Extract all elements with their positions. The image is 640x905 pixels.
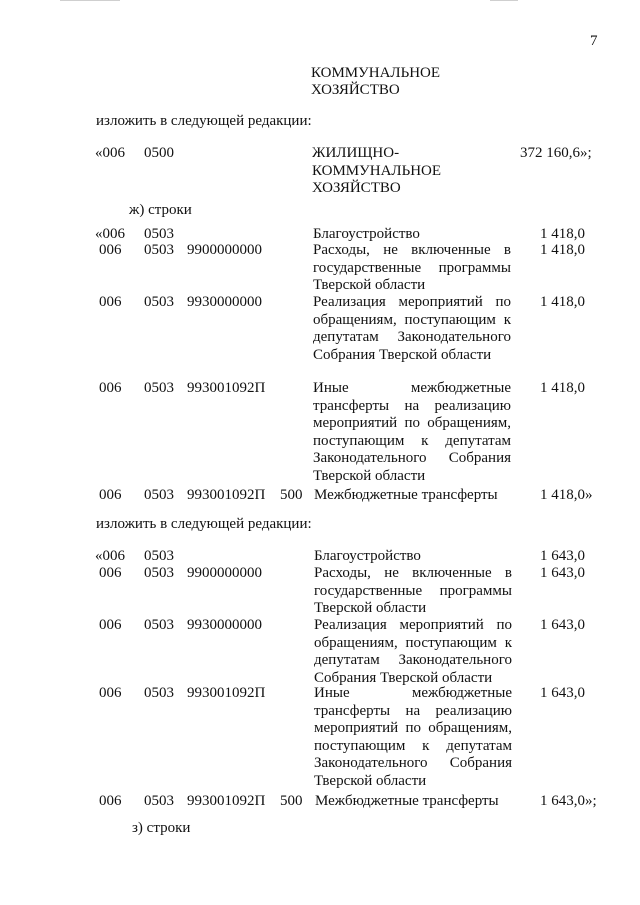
row-code-section: 0503 — [144, 793, 174, 809]
row-code-target: 993001092П — [187, 380, 266, 396]
heading-line: КОММУНАЛЬНОЕ — [311, 65, 441, 81]
section-label: з) строки — [132, 820, 191, 836]
row-code-target: 9900000000 — [187, 242, 262, 258]
row-description: Межбюджетные трансферты — [315, 793, 499, 809]
row-code-target: 9900000000 — [187, 565, 262, 581]
row-description: Благоустройство — [314, 548, 421, 564]
instruction-text: изложить в следующей редакции: — [96, 516, 312, 532]
row-code-ministry: 006 — [99, 294, 122, 310]
scan-edge-mark — [490, 0, 518, 1]
row-code-target: 9930000000 — [187, 617, 262, 633]
row-description: Реализация мероприятий по обращениям, поступающим к депутатам Законодательного Собрания Тверской области — [313, 294, 511, 363]
row-description: Благоустройство — [313, 226, 420, 242]
section-label: ж) строки — [129, 202, 192, 218]
row-code-expense-type: 500 — [280, 487, 303, 503]
page-number: 7 — [590, 33, 598, 49]
row-amount: 1 643,0 — [540, 685, 585, 701]
row-code-section: 0503 — [144, 226, 174, 242]
row-code-section: 0503 — [144, 548, 174, 564]
row-amount: 1 418,0 — [540, 380, 585, 396]
row-code-ministry: 006 — [99, 565, 122, 581]
row-code-section: 0503 — [144, 380, 174, 396]
row-code-ministry: 006 — [99, 617, 122, 633]
row-code-target: 993001092П — [187, 487, 266, 503]
row-code-target: 993001092П — [187, 685, 266, 701]
row-amount: 1 643,0 — [540, 548, 585, 564]
scan-edge-mark — [60, 0, 120, 1]
row-description: Расходы, не включенные в государственные программы Тверской области — [314, 565, 512, 616]
row-code-ministry: 006 — [99, 685, 122, 701]
row-amount: 1 418,0 — [540, 242, 585, 258]
row-amount: 1 643,0 — [540, 617, 585, 633]
row-code-target: 993001092П — [187, 793, 266, 809]
row-code-section: 0503 — [144, 685, 174, 701]
row-code-section: 0503 — [144, 617, 174, 633]
row-code-target: 9930000000 — [187, 294, 262, 310]
row-amount: 1 418,0» — [540, 487, 593, 503]
row-code-ministry: «006 — [95, 145, 125, 161]
instruction-text: изложить в следующей редакции: — [96, 113, 312, 129]
row-code-ministry: 006 — [99, 380, 122, 396]
row-code-section: 0503 — [144, 487, 174, 503]
row-description: Иные межбюджетные трансферты на реализацию мероприятий по обращениям, поступающим к депутатам Законодательного Собрания Тверской области — [314, 685, 512, 789]
row-code-section: 0503 — [144, 565, 174, 581]
row-description: Иные межбюджетные трансферты на реализацию мероприятий по обращениям, поступающим к депутатам Законодательного Собрания Тверской области — [313, 380, 511, 484]
row-code-ministry: «006 — [95, 548, 125, 564]
row-code-expense-type: 500 — [280, 793, 303, 809]
row-description: ЖИЛИЩНО- КОММУНАЛЬНОЕ ХОЗЯЙСТВО — [312, 145, 442, 196]
row-code-section: 0500 — [144, 145, 174, 161]
row-code-ministry: 006 — [99, 793, 122, 809]
heading-line: ХОЗЯЙСТВО — [311, 82, 400, 98]
row-code-section: 0503 — [144, 242, 174, 258]
row-description: Расходы, не включенные в государственные программы Тверской области — [313, 242, 511, 293]
row-code-ministry: 006 — [99, 487, 122, 503]
row-code-ministry: 006 — [99, 242, 122, 258]
row-description: Межбюджетные трансферты — [314, 487, 498, 503]
row-code-ministry: «006 — [95, 226, 125, 242]
row-amount: 1 643,0»; — [540, 793, 597, 809]
row-amount: 1 418,0 — [540, 226, 585, 242]
row-amount: 372 160,6»; — [520, 145, 592, 161]
row-amount: 1 643,0 — [540, 565, 585, 581]
row-code-section: 0503 — [144, 294, 174, 310]
row-amount: 1 418,0 — [540, 294, 585, 310]
row-description: Реализация мероприятий по обращениям, поступающим к депутатам Законодательного Собрания Тверской области — [314, 617, 512, 686]
